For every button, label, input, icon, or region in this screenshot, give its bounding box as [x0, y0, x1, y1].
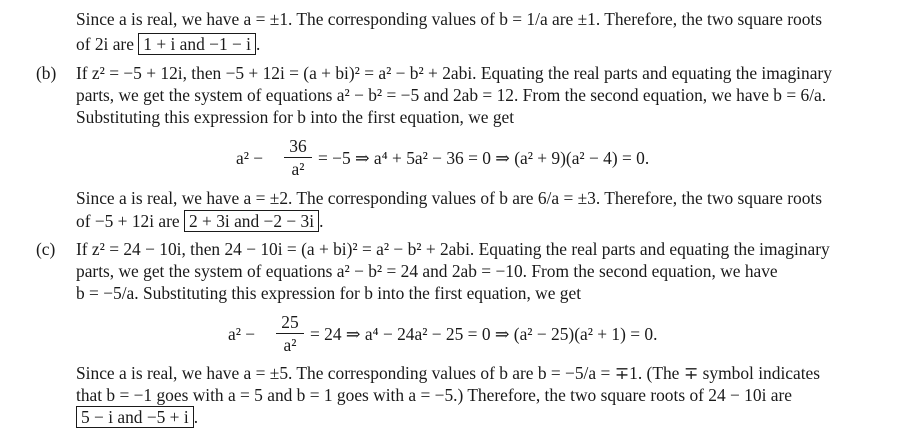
text-fragment: .	[255, 34, 261, 54]
fraction	[284, 136, 312, 179]
text-line: that b = −1 goes with a = 5 and b = 1 goes with a = −5.) Therefore, the two square roots of 24 − 10i are	[76, 385, 792, 405]
text-line: Substituting this expression for b into the first equation, we get	[76, 107, 515, 127]
text-fragment: .	[319, 211, 324, 231]
text-line: If z² = 24 − 10i, then 24 − 10i = (a + bi)² = a² − b² + 2abi. Equating the real parts and equating the imaginary	[76, 239, 830, 259]
text-fragment: of 2i are	[76, 34, 139, 54]
boxed-answer: 2 + 3i and −2 − 3i	[184, 210, 319, 232]
equation-right: = 24 ⇒ a⁴ − 24a² − 25 = 0 ⇒ (a² − 25)(a² + 1) = 0.	[310, 324, 658, 344]
text-line	[76, 406, 198, 428]
text-line: b = −5/a. Substituting this expression for b into the first equation, we get	[76, 283, 582, 303]
boxed-answer: 5 − i and −5 + i	[76, 406, 194, 428]
text-line: Since a is real, we have a = ±2. The corresponding values of b are 6/a = ±3. Therefore, the two square roots	[76, 188, 822, 208]
fraction-numerator: 36	[289, 136, 307, 156]
text-line	[76, 33, 260, 55]
fraction-denominator: a²	[283, 335, 297, 355]
text-line: parts, we get the system of equations a² − b² = −5 and 2ab = 12. From the second equation, we have b = 6/a.	[76, 85, 827, 105]
fraction-numerator: 25	[281, 312, 299, 332]
equation-left: a² −	[228, 324, 256, 344]
fraction-denominator: a²	[291, 159, 305, 179]
text-line: If z² = −5 + 12i, then −5 + 12i = (a + bi)² = a² − b² + 2abi. Equating the real parts and equating the imaginary	[76, 63, 832, 83]
equation-left: a² −	[236, 148, 264, 168]
fraction	[276, 312, 304, 355]
part-label: (c)	[36, 239, 56, 259]
text-fragment: of −5 + 12i are	[76, 211, 184, 231]
text-line	[76, 210, 323, 232]
text-line: Since a is real, we have a = ±5. The corresponding values of b are b = −5/a = ∓1. (The ∓ symbol indicates	[76, 363, 821, 383]
fraction-bar	[284, 157, 312, 158]
text-fragment: .	[193, 407, 199, 427]
part-label: (b)	[36, 63, 57, 83]
text-line: Since a is real, we have a = ±1. The corresponding values of b = 1/a are ±1. Therefore, the two square roots	[76, 9, 822, 29]
text-line: parts, we get the system of equations a² − b² = 24 and 2ab = −10. From the second equation, we have	[76, 261, 778, 281]
boxed-answer: 1 + i and −1 − i	[138, 33, 256, 55]
fraction-bar	[276, 333, 304, 334]
equation-right: = −5 ⇒ a⁴ + 5a² − 36 = 0 ⇒ (a² + 9)(a² − 4) = 0.	[318, 148, 650, 168]
